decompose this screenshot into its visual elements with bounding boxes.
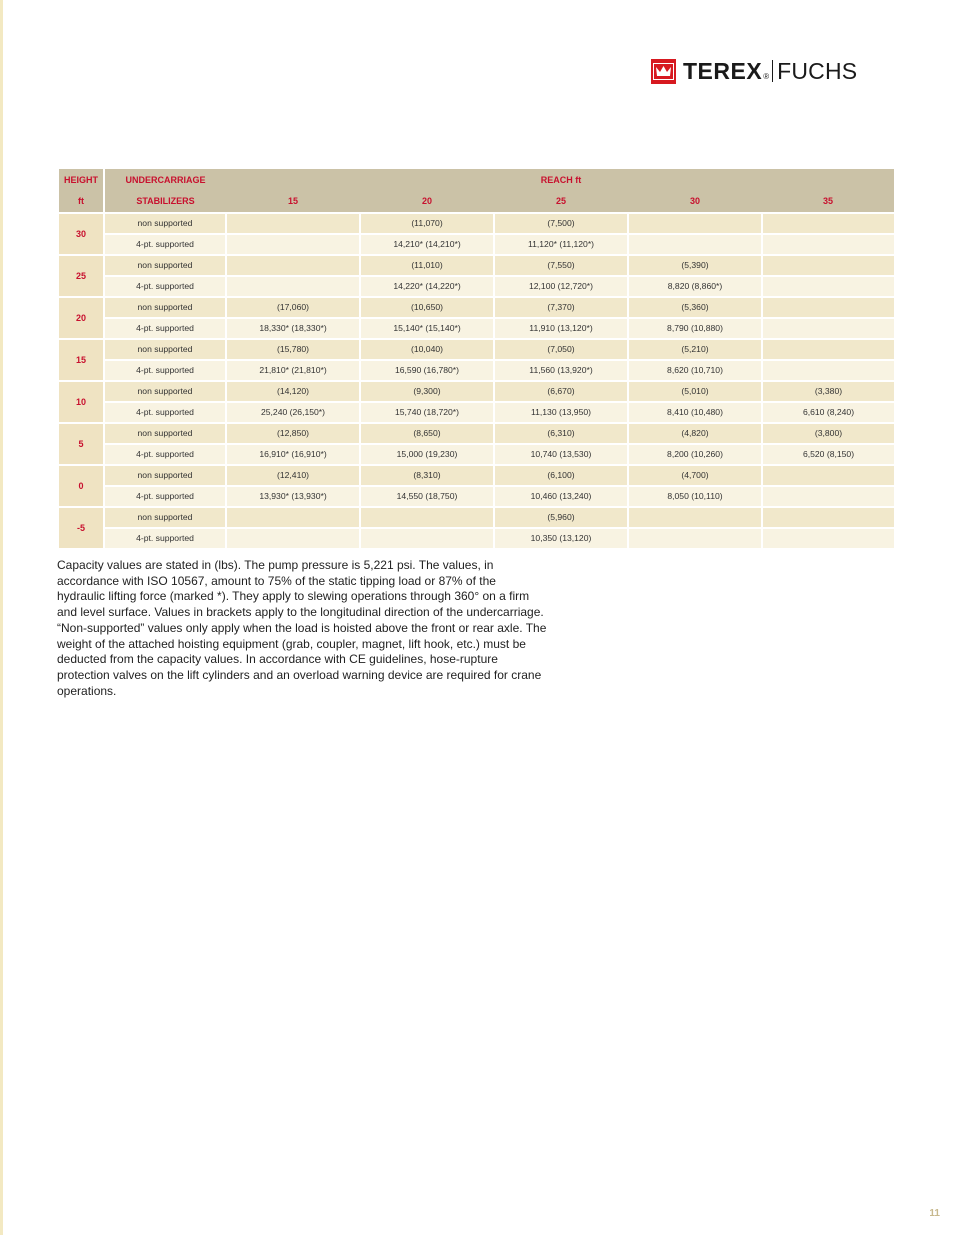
capacity-value-cell (762, 276, 894, 297)
page-edge-strip (0, 0, 3, 1235)
capacity-value-cell: (6,670) (494, 381, 628, 402)
capacity-value-cell (762, 465, 894, 486)
stabilizer-support-cell: 4-pt. supported (104, 528, 226, 549)
table-row (59, 234, 894, 255)
table-row (59, 214, 894, 234)
capacity-value-cell: 8,410 (10,480) (628, 402, 762, 423)
capacity-value-cell: 13,930* (13,930*) (226, 486, 360, 507)
capacity-value-cell: 12,100 (12,720*) (494, 276, 628, 297)
height-value-cell: 0 (59, 465, 104, 507)
capacity-value-cell: 16,910* (16,910*) (226, 444, 360, 465)
capacity-value-cell (762, 360, 894, 381)
capacity-value-cell: 14,210* (14,210*) (360, 234, 494, 255)
height-unit-header: ft (59, 191, 104, 212)
capacity-value-cell: (5,360) (628, 297, 762, 318)
stabilizer-support-cell: 4-pt. supported (104, 486, 226, 507)
capacity-value-cell: 11,560 (13,920*) (494, 360, 628, 381)
capacity-value-cell: 8,820 (8,860*) (628, 276, 762, 297)
capacity-value-cell (360, 528, 494, 549)
capacity-value-cell: 11,130 (13,950) (494, 402, 628, 423)
capacity-value-cell (226, 276, 360, 297)
table-row (59, 486, 894, 507)
capacity-value-cell: (8,310) (360, 465, 494, 486)
reach-header-35: 35 (762, 191, 894, 212)
stabilizer-support-cell: non supported (104, 214, 226, 234)
capacity-value-cell (628, 234, 762, 255)
table-row (59, 465, 894, 486)
capacity-value-cell: 8,050 (10,110) (628, 486, 762, 507)
capacity-value-cell: (7,050) (494, 339, 628, 360)
stabilizer-support-cell: non supported (104, 465, 226, 486)
capacity-value-cell: (12,850) (226, 423, 360, 444)
capacity-value-cell (762, 528, 894, 549)
terex-fuchs-logo (651, 58, 857, 84)
reach-header-25: 25 (494, 191, 628, 212)
table-row (59, 507, 894, 528)
capacity-value-cell: 25,240 (26,150*) (226, 402, 360, 423)
table-row (59, 276, 894, 297)
capacity-value-cell: (6,310) (494, 423, 628, 444)
capacity-value-cell: 14,220* (14,220*) (360, 276, 494, 297)
capacity-value-cell: 10,350 (13,120) (494, 528, 628, 549)
capacity-value-cell: (7,370) (494, 297, 628, 318)
height-value-cell: 10 (59, 381, 104, 423)
capacity-value-cell: (5,210) (628, 339, 762, 360)
logo-registered-mark: ® (763, 71, 770, 81)
capacity-value-cell (226, 507, 360, 528)
table-row (59, 339, 894, 360)
stabilizer-support-cell: 4-pt. supported (104, 444, 226, 465)
capacity-value-cell: (17,060) (226, 297, 360, 318)
capacity-value-cell: (6,100) (494, 465, 628, 486)
lifting-capacity-table (59, 169, 894, 550)
capacity-value-cell: (3,800) (762, 423, 894, 444)
stabilizer-support-cell: non supported (104, 381, 226, 402)
table-body (59, 214, 894, 549)
stabilizer-support-cell: non supported (104, 423, 226, 444)
capacity-value-cell: (7,550) (494, 255, 628, 276)
capacity-value-cell: 15,740 (18,720*) (360, 402, 494, 423)
capacity-value-cell: 15,000 (19,230) (360, 444, 494, 465)
capacity-value-cell: 10,740 (13,530) (494, 444, 628, 465)
table-row (59, 381, 894, 402)
capacity-value-cell: (7,500) (494, 214, 628, 234)
capacity-value-cell: (11,010) (360, 255, 494, 276)
height-value-cell: 20 (59, 297, 104, 339)
capacity-value-cell: (4,700) (628, 465, 762, 486)
capacity-value-cell (762, 486, 894, 507)
capacity-value-cell: (8,650) (360, 423, 494, 444)
capacity-value-cell: 18,330* (18,330*) (226, 318, 360, 339)
table-row (59, 360, 894, 381)
terex-crown-icon (651, 59, 676, 84)
table-row (59, 255, 894, 276)
table-header (59, 169, 894, 214)
capacity-value-cell: 16,590 (16,780*) (360, 360, 494, 381)
capacity-value-cell: 11,120* (11,120*) (494, 234, 628, 255)
capacity-value-cell (762, 214, 894, 234)
logo-brand-text: TEREX (683, 57, 763, 84)
capacity-value-cell: 10,460 (13,240) (494, 486, 628, 507)
table-row (59, 444, 894, 465)
capacity-value-cell: (12,410) (226, 465, 360, 486)
capacity-value-cell: 15,140* (15,140*) (360, 318, 494, 339)
table-row (59, 528, 894, 549)
stabilizer-support-cell: non supported (104, 297, 226, 318)
capacity-value-cell: 6,610 (8,240) (762, 402, 894, 423)
capacity-value-cell: (4,820) (628, 423, 762, 444)
stabilizer-support-cell: 4-pt. supported (104, 360, 226, 381)
capacity-value-cell: (5,390) (628, 255, 762, 276)
height-value-cell: 15 (59, 339, 104, 381)
capacity-value-cell: (11,070) (360, 214, 494, 234)
capacity-value-cell: (5,960) (494, 507, 628, 528)
stabilizer-support-cell: non supported (104, 507, 226, 528)
height-value-cell: -5 (59, 507, 104, 549)
capacity-value-cell: (15,780) (226, 339, 360, 360)
capacity-value-cell (628, 214, 762, 234)
capacity-value-cell (628, 528, 762, 549)
stabilizer-support-cell: 4-pt. supported (104, 402, 226, 423)
capacity-value-cell (762, 297, 894, 318)
stabilizer-support-cell: non supported (104, 255, 226, 276)
capacity-value-cell (762, 255, 894, 276)
capacity-value-cell (628, 507, 762, 528)
stabilizer-support-cell: 4-pt. supported (104, 318, 226, 339)
stabilizer-support-cell: 4-pt. supported (104, 276, 226, 297)
reach-header-30: 30 (628, 191, 762, 212)
capacity-value-cell: 21,810* (21,810*) (226, 360, 360, 381)
table-row (59, 423, 894, 444)
capacity-value-cell: 11,910 (13,120*) (494, 318, 628, 339)
capacity-value-cell: 8,620 (10,710) (628, 360, 762, 381)
capacity-value-cell (762, 318, 894, 339)
capacity-value-cell: (9,300) (360, 381, 494, 402)
capacity-value-cell (762, 234, 894, 255)
capacity-value-cell: (3,380) (762, 381, 894, 402)
undercarriage-header: UNDERCARRIAGE (104, 169, 226, 191)
page-number: 11 (929, 1208, 940, 1219)
capacity-value-cell: (10,650) (360, 297, 494, 318)
capacity-value-cell: 8,200 (10,260) (628, 444, 762, 465)
capacity-value-cell (226, 234, 360, 255)
table-row (59, 297, 894, 318)
table-row (59, 402, 894, 423)
table-row (59, 318, 894, 339)
capacity-value-cell (226, 214, 360, 234)
capacity-value-cell: 14,550 (18,750) (360, 486, 494, 507)
capacity-value-cell: (14,120) (226, 381, 360, 402)
logo-sub-brand-text: FUCHS (777, 57, 858, 84)
stabilizer-support-cell: non supported (104, 339, 226, 360)
reach-header-15: 15 (226, 191, 360, 212)
capacity-value-cell (360, 507, 494, 528)
capacity-value-cell (762, 339, 894, 360)
capacity-notes-paragraph: Capacity values are stated in (lbs). The pump pressure is 5,221 psi. The values, in accordance with ISO 10567, amount to 75% of the static tipping load or 87% of the hydraulic lifting force (marked *). They apply to slewing operations through 360° on a firm and level surface. Values in brackets apply to the longitudinal direction of the undercarriage. “Non-supported” values only apply when the load is hoisted above the front or rear axle. The weight of the attached hoisting equipment (grab, coupler, magnet, lift hook, etc.) must be deducted from the capacity values. In accordance with CE guidelines, hose-rupture protection valves on the lift cylinders and an overload warning device are required for crane operations. (57, 558, 547, 698)
capacity-value-cell: (5,010) (628, 381, 762, 402)
reach-header-20: 20 (360, 191, 494, 212)
reach-header: REACH ft (494, 169, 628, 191)
capacity-value-cell: 6,520 (8,150) (762, 444, 894, 465)
capacity-value-cell (226, 528, 360, 549)
capacity-value-cell: (10,040) (360, 339, 494, 360)
height-value-cell: 25 (59, 255, 104, 297)
stabilizers-header: STABILIZERS (104, 191, 226, 212)
stabilizer-support-cell: 4-pt. supported (104, 234, 226, 255)
capacity-value-cell: 8,790 (10,880) (628, 318, 762, 339)
logo-separator (772, 60, 773, 82)
height-value-cell: 5 (59, 423, 104, 465)
height-header: HEIGHT (59, 169, 104, 191)
height-value-cell: 30 (59, 214, 104, 255)
capacity-value-cell (762, 507, 894, 528)
capacity-value-cell (226, 255, 360, 276)
